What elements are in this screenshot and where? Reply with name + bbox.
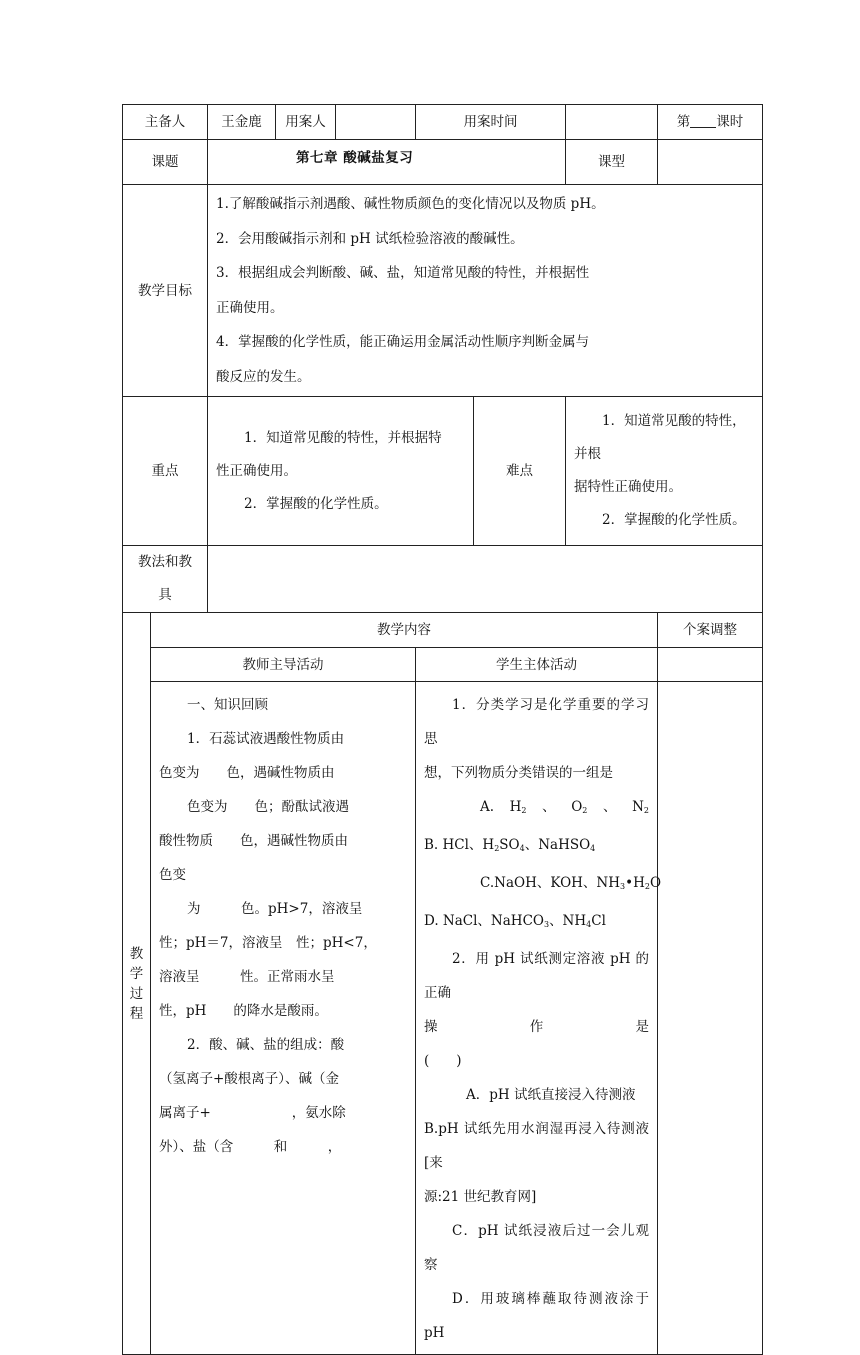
teacher-line-2: 1．石蕊试液遇酸性物质由 bbox=[187, 731, 345, 747]
student-q2-option-c: C．pH 试纸浸液后过一会儿观察 bbox=[424, 1223, 650, 1273]
opt-a-o: O bbox=[571, 799, 583, 815]
methods-label-line-2: 具 bbox=[158, 587, 172, 603]
student-option-b bbox=[424, 828, 649, 866]
student-q1-line-1: 1．分类学习是化学重要的学习思 bbox=[424, 697, 650, 747]
opt-c-nh: NH bbox=[596, 875, 621, 891]
opt-a-sep-1: 、 bbox=[542, 799, 556, 815]
methods-row bbox=[123, 546, 763, 613]
key-line-2: 性正确使用。 bbox=[216, 462, 297, 479]
focus-row bbox=[123, 397, 763, 546]
adjust-header-blank bbox=[658, 648, 763, 682]
opt-b-part-1: B. HCl、H bbox=[424, 837, 495, 853]
teacher-header: 教师主导活动 bbox=[151, 648, 416, 682]
process-char-4: 程 bbox=[129, 1005, 144, 1022]
period-prefix: 第 bbox=[676, 114, 691, 130]
teacher-line-6: 色变 bbox=[159, 867, 186, 883]
key-label: 重点 bbox=[123, 397, 208, 546]
opt-d-sub-1: 3 bbox=[543, 920, 550, 929]
teacher-line-4: 色变为 色；酚酞试液遇 bbox=[187, 799, 349, 815]
teacher-line-12: （氢离子+酸根离子）、碱（金 bbox=[159, 1071, 340, 1087]
preparer-label: 主备人 bbox=[123, 105, 208, 140]
teacher-line-11: 2．酸、碱、盐的组成：酸 bbox=[187, 1037, 345, 1053]
student-q2-line-3: ( ) bbox=[424, 1053, 462, 1069]
opt-c-letter: C. bbox=[480, 875, 495, 891]
opt-a-n2 bbox=[632, 790, 649, 828]
teacher-activity bbox=[151, 682, 416, 1355]
time-value bbox=[566, 105, 658, 140]
type-label: 课型 bbox=[566, 140, 658, 185]
teacher-line-5: 酸性物质 色，遇碱性物质由 bbox=[159, 833, 348, 849]
key-line-3: 2．掌握酸的化学性质。 bbox=[244, 495, 388, 512]
opt-c-sep-1: 、 bbox=[536, 875, 551, 891]
topic-label: 课题 bbox=[123, 140, 208, 185]
content-header: 教学内容 bbox=[151, 613, 658, 648]
opt-a-o2 bbox=[571, 790, 587, 828]
hard-line-3: 2．掌握酸的化学性质。 bbox=[602, 512, 746, 528]
process-char-3: 过 bbox=[129, 985, 144, 1002]
methods-label bbox=[123, 546, 208, 613]
process-char-1: 教 bbox=[129, 945, 144, 962]
period-cell bbox=[658, 105, 763, 140]
process-char-2: 学 bbox=[129, 965, 144, 982]
topic-value: 第七章 酸碱盐复习 bbox=[208, 140, 566, 185]
lesson-plan-table bbox=[122, 104, 763, 1355]
student-option-c bbox=[424, 866, 662, 904]
opt-b-sub-2: 4 bbox=[519, 844, 525, 853]
student-q2-line-1: 2．用 pH 试纸测定溶液 pH 的正确 bbox=[424, 951, 650, 1001]
user-label: 用案人 bbox=[276, 105, 336, 140]
opt-a-sep-2: 、 bbox=[602, 799, 617, 815]
teacher-line-7: 为 色。pH>7，溶液呈 bbox=[187, 901, 363, 917]
goal-line-4: 正确使用。 bbox=[216, 299, 284, 316]
opt-a-h-sub: 2 bbox=[521, 806, 527, 815]
student-q1-line-2: 想，下列物质分类错误的一组是 bbox=[424, 765, 613, 781]
adjust-header: 个案调整 bbox=[658, 613, 763, 648]
goals-content bbox=[208, 185, 763, 397]
student-option-d bbox=[424, 904, 649, 942]
opt-c-nh-sub: 3 bbox=[620, 882, 626, 891]
teacher-line-8: 性；pH＝7，溶液呈 性；pH<7， bbox=[159, 935, 377, 951]
goal-line-2: 2．会用酸碱指示剂和 pH 试纸检验溶液的酸碱性。 bbox=[216, 230, 524, 247]
goal-line-5: 4．掌握酸的化学性质，能正确运用金属活动性顺序判断金属与 bbox=[216, 334, 590, 350]
opt-a-h2 bbox=[510, 790, 527, 828]
topic-row bbox=[123, 140, 763, 185]
opt-a-letter: A. bbox=[480, 799, 495, 815]
teacher-line-13: 属离子+ ，氨水除 bbox=[159, 1105, 346, 1121]
activity-header-row bbox=[123, 648, 763, 682]
opt-b-part-2: SO bbox=[499, 837, 520, 853]
goals-label: 教学目标 bbox=[123, 185, 208, 397]
student-q2-option-d: D．用玻璃棒蘸取待测液涂于 pH bbox=[424, 1291, 650, 1341]
teacher-line-1: 一、知识回顾 bbox=[187, 697, 268, 713]
goal-line-6: 酸反应的发生。 bbox=[216, 368, 311, 385]
time-label: 用案时间 bbox=[416, 105, 566, 140]
activity-content-row bbox=[123, 682, 763, 1355]
student-header: 学生主体活动 bbox=[416, 648, 658, 682]
opt-c-nh3h2o bbox=[596, 866, 661, 904]
q2-word-3: 是 bbox=[635, 1019, 649, 1035]
process-side-label bbox=[123, 613, 151, 1355]
opt-c-naoh: NaOH bbox=[494, 875, 537, 891]
key-content bbox=[208, 397, 474, 546]
student-q2-option-b: B.pH 试纸先用水润湿再浸入待测液[来 bbox=[424, 1121, 650, 1171]
opt-c-o: O bbox=[649, 875, 662, 891]
opt-b-sub-3: 4 bbox=[590, 844, 596, 853]
preparer-name: 王金鹿 bbox=[208, 105, 276, 140]
q2-word-1: 操 bbox=[424, 1019, 438, 1035]
header-row bbox=[123, 105, 763, 140]
student-option-a bbox=[424, 790, 649, 828]
hard-line-2: 据特性正确使用。 bbox=[574, 479, 683, 495]
teacher-line-10: 性，pH 的降水是酸雨。 bbox=[159, 1003, 328, 1019]
type-value bbox=[658, 140, 763, 185]
opt-d-part-2: 、NH bbox=[549, 913, 587, 929]
period-blank bbox=[690, 113, 716, 128]
student-q2-option-a: A．pH 试纸直接浸入待测液 bbox=[466, 1087, 636, 1103]
user-name bbox=[336, 105, 416, 140]
opt-b-sub-1: 2 bbox=[494, 844, 500, 853]
hard-line-1: 1．知道常见酸的特性，并根 bbox=[574, 413, 746, 462]
goal-line-3: 3．根据组成会判断酸、碱、盐，知道常见酸的特性，并根据性 bbox=[216, 265, 590, 281]
opt-b-part-3: 、NaHSO bbox=[524, 837, 591, 853]
opt-c-h-sub: 2 bbox=[644, 882, 650, 891]
student-q2-option-b-cont: 源:21 世纪教育网] bbox=[424, 1189, 537, 1205]
adjust-content bbox=[658, 682, 763, 1355]
goals-row bbox=[123, 185, 763, 397]
process-header-row bbox=[123, 613, 763, 648]
key-line-1: 1．知道常见酸的特性，并根据特 bbox=[244, 429, 442, 446]
opt-a-h: H bbox=[509, 799, 522, 815]
opt-a-n: N bbox=[632, 799, 644, 815]
opt-d-sub-2: 4 bbox=[586, 920, 592, 929]
hard-label: 难点 bbox=[474, 397, 566, 546]
opt-d-part-1: D. NaCl、NaHCO bbox=[424, 913, 544, 929]
opt-c-h: •H bbox=[625, 875, 645, 891]
teacher-line-14: 外）、盐（含 和 ， bbox=[159, 1139, 342, 1155]
goal-line-1: 1.了解酸碱指示剂遇酸、碱性物质颜色的变化情况以及物质 pH。 bbox=[216, 196, 605, 212]
q2-word-2: 作 bbox=[529, 1019, 544, 1035]
methods-label-line-1: 教法和教 bbox=[138, 554, 192, 570]
student-activity bbox=[416, 682, 662, 1355]
opt-a-o-sub: 2 bbox=[582, 806, 588, 815]
teacher-line-3: 色变为 色，遇碱性物质由 bbox=[159, 765, 335, 781]
opt-c-koh: KOH bbox=[550, 875, 583, 891]
methods-value bbox=[208, 546, 763, 613]
student-q2-line-2 bbox=[424, 1010, 649, 1044]
hard-content bbox=[566, 397, 763, 546]
period-suffix: 课时 bbox=[716, 114, 744, 130]
teacher-line-9: 溶液呈 性。正常雨水呈 bbox=[159, 969, 335, 985]
opt-d-part-3: Cl bbox=[591, 913, 606, 929]
opt-a-n-sub: 2 bbox=[643, 806, 649, 815]
opt-c-sep-2: 、 bbox=[582, 875, 597, 891]
